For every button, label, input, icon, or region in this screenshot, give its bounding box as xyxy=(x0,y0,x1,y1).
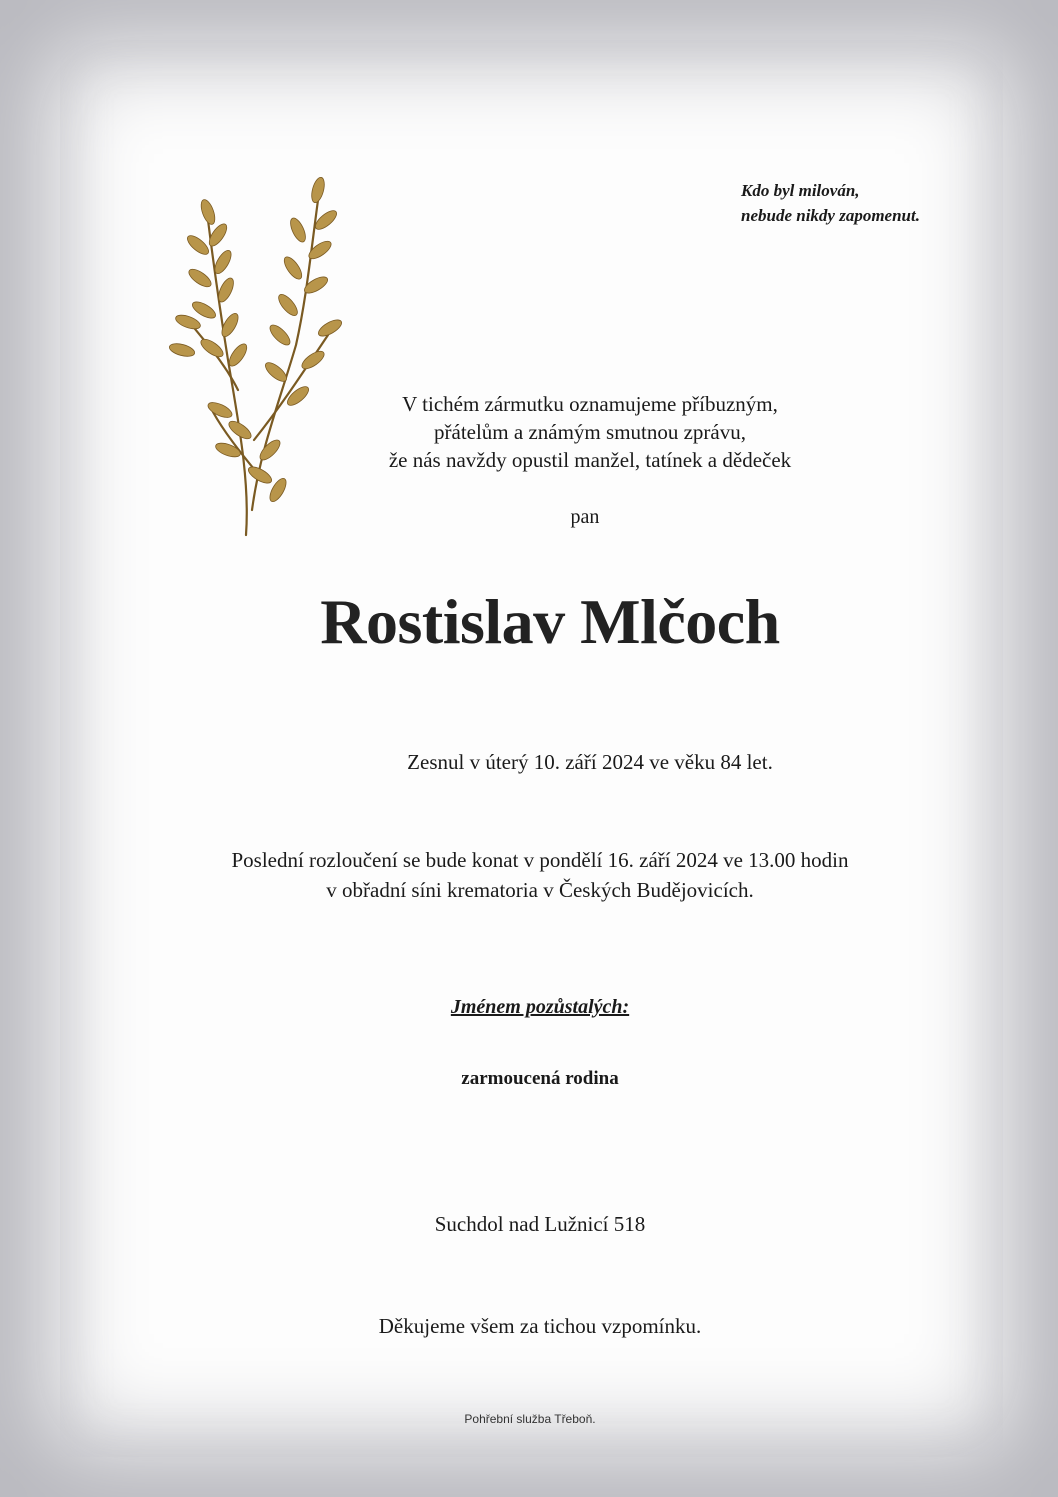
funeral-line-2: v obřadní síni krematoria v Českých Budějovicích. xyxy=(326,878,754,902)
funeral-details xyxy=(140,845,940,905)
funeral-line-1: Poslední rozloučení se bude konat v pondělí 16. září 2024 ve 13.00 hodin xyxy=(231,848,849,872)
wheat-leaf xyxy=(316,317,344,340)
announcement-line-3: že nás navždy opustil manžel, tatínek a dědeček xyxy=(388,448,792,472)
death-notice: Zesnul v úterý 10. září 2024 ve věku 84 let. xyxy=(407,750,773,774)
wheat-leaf xyxy=(190,299,218,322)
wheat-leaf xyxy=(309,176,326,204)
family-signature: zarmoucená rodina xyxy=(461,1068,619,1089)
wheat-leaf xyxy=(168,341,196,358)
wheat-leaf xyxy=(288,216,309,244)
wheat-leaf xyxy=(216,276,237,304)
announcement-line-2: přátelům a známým smutnou zprávu, xyxy=(434,420,746,444)
deceased-name: Rostislav Mlčoch xyxy=(320,586,780,657)
wheat-leaf xyxy=(275,292,300,319)
golden-wheat-branch-icon xyxy=(168,150,358,550)
thanks-line: Děkujeme všem za tichou vzpomínku. xyxy=(378,1314,702,1338)
wheat-leaf xyxy=(226,341,250,369)
wheat-leaf xyxy=(285,383,312,408)
on-behalf-heading: Jménem pozůstalých: xyxy=(450,996,630,1018)
wheat-leaf xyxy=(257,437,283,463)
wheat-leaf xyxy=(212,248,235,276)
wheat-leaf xyxy=(214,440,242,459)
wheat-leaf xyxy=(206,400,234,421)
wheat-leaf xyxy=(281,254,305,282)
salutation: pan xyxy=(570,506,600,528)
funeral-service-credit: Pohřební služba Třeboň. xyxy=(464,1412,596,1426)
wheat-leaf xyxy=(263,359,290,384)
wheat-leaf xyxy=(198,336,226,360)
wheat-leaf xyxy=(198,198,217,226)
wheat-leaf xyxy=(299,348,327,372)
announcement xyxy=(340,390,840,474)
family-address: Suchdol nad Lužnicí 518 xyxy=(434,1212,646,1236)
wheat-leaf xyxy=(186,266,214,290)
motto xyxy=(741,178,920,228)
motto-line-2: nebude nikdy zapomenut. xyxy=(741,206,920,225)
motto-line-1: Kdo byl milován, xyxy=(741,181,860,200)
announcement-line-1: V tichém zármutku oznamujeme příbuzným, xyxy=(402,392,778,416)
wheat-leaf xyxy=(267,322,293,348)
wheat-leaf xyxy=(185,232,212,257)
wheat-leaf xyxy=(306,238,334,262)
wheat-leaf xyxy=(174,312,202,331)
